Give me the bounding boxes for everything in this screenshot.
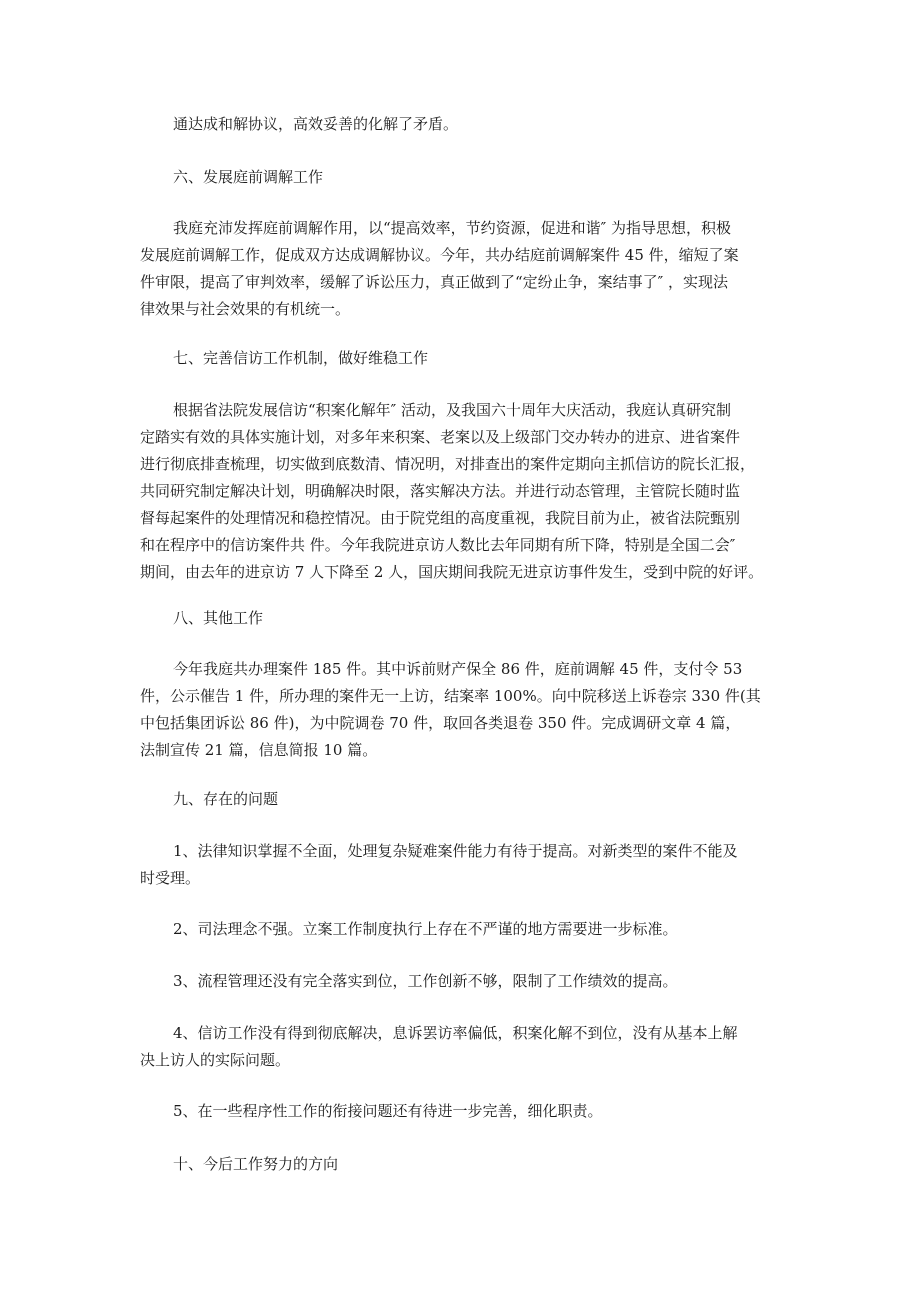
text-line: 通达成和解协议，高效妥善的化解了矛盾。: [173, 115, 459, 133]
text-line: 中包括集团诉讼 86 件)，为中院调卷 70 件，取回各类退卷 350 件。完成调研文章 4 篇，: [140, 714, 741, 732]
text-line: 法制宣传 21 篇，信息简报 10 篇。: [140, 741, 378, 759]
section-heading: 八、其他工作: [173, 609, 264, 627]
text-line: 和在程序中的信访案件共 件。今年我院进京访人数比去年同期有所下降，特别是全国二会″: [140, 536, 736, 554]
text-line: 期间，由去年的进京访 7 人下降至 2 人，国庆期间我院无进京访事件发生，受到中院的好评。: [140, 563, 764, 581]
text-line: 1、法律知识掌握不全面，处理复杂疑难案件能力有待于提高。对新类型的案件不能及: [173, 842, 738, 860]
text-line: 定踏实有效的具体实施计划，对多年来积案、老案以及上级部门交办转办的进京、进省案件: [140, 428, 741, 446]
paragraph-section-8: [140, 656, 780, 764]
text-line: 根据省法院发展信访“积案化解年″ 活动，及我国六十周年大庆活动，我庭认真研究制: [173, 401, 732, 419]
heading-section-6: [140, 164, 780, 191]
text-line: 5、在一些程序性工作的衔接问题还有待进一步完善，细化职责。: [173, 1102, 603, 1120]
section-heading: 十、今后工作努力的方向: [173, 1155, 339, 1173]
heading-section-10: [140, 1151, 780, 1178]
heading-section-9: [140, 786, 780, 813]
text-line: 进行彻底排查梳理，切实做到底数清、情况明，对排查出的案件定期向主抓信访的院长汇报，: [140, 455, 756, 473]
text-line: 时受理。: [140, 869, 201, 887]
section-heading: 七、完善信访工作机制，做好维稳工作: [173, 349, 429, 367]
text-line: 律效果与社会效果的有机统一。: [140, 300, 351, 318]
text-line: 督每起案件的处理情况和稳控情况。由于院党组的高度重视，我院目前为止，被省法院甄别: [140, 509, 741, 527]
text-line: 今年我庭共办理案件 185 件。其中诉前财产保全 86 件，庭前调解 45 件，支付令 53: [173, 660, 743, 678]
issue-item-2: [140, 916, 780, 943]
issue-item-3: [140, 968, 780, 995]
text-line: 4、信访工作没有得到彻底解决，息诉罢访率偏低，积案化解不到位，没有从基本上解: [173, 1024, 738, 1042]
text-line: 2、司法理念不强。立案工作制度执行上存在不严谨的地方需要进一步标准。: [173, 920, 678, 938]
heading-section-7: [140, 345, 780, 372]
text-line: 共同研究制定解决计划，明确解决时限，落实解决方法。并进行动态管理，主管院长随时监: [140, 482, 741, 500]
section-heading: 九、存在的问题: [173, 790, 279, 808]
issue-item-5: [140, 1098, 780, 1125]
text-line: 决上访人的实际问题。: [140, 1051, 291, 1069]
text-line: 我庭充沛发挥庭前调解作用，以“提高效率，节约资源，促进和谐″ 为指导思想，积极: [173, 219, 732, 237]
paragraph-section-6: [140, 215, 780, 323]
text-line: 3、流程管理还没有完全落实到位，工作创新不够，限制了工作绩效的提高。: [173, 972, 678, 990]
text-line: 发展庭前调解工作，促成双方达成调解协议。今年，共办结庭前调解案件 45 件，缩短了案: [140, 246, 739, 264]
paragraph-mediation-result: [140, 111, 780, 138]
text-line: 件，公示催告 1 件，所办理的案件无一上访，结案率 100%。向中院移送上诉卷宗 330 件(其: [140, 687, 761, 705]
section-heading: 六、发展庭前调解工作: [173, 168, 324, 186]
heading-section-8: [140, 605, 780, 632]
text-line: 件审限，提高了审判效率，缓解了诉讼压力，真正做到了“定纷止争，案结事了″ ，实现法: [140, 273, 729, 291]
paragraph-section-7: [140, 397, 780, 586]
issue-item-4: [140, 1020, 780, 1074]
issue-item-1: [140, 838, 780, 892]
